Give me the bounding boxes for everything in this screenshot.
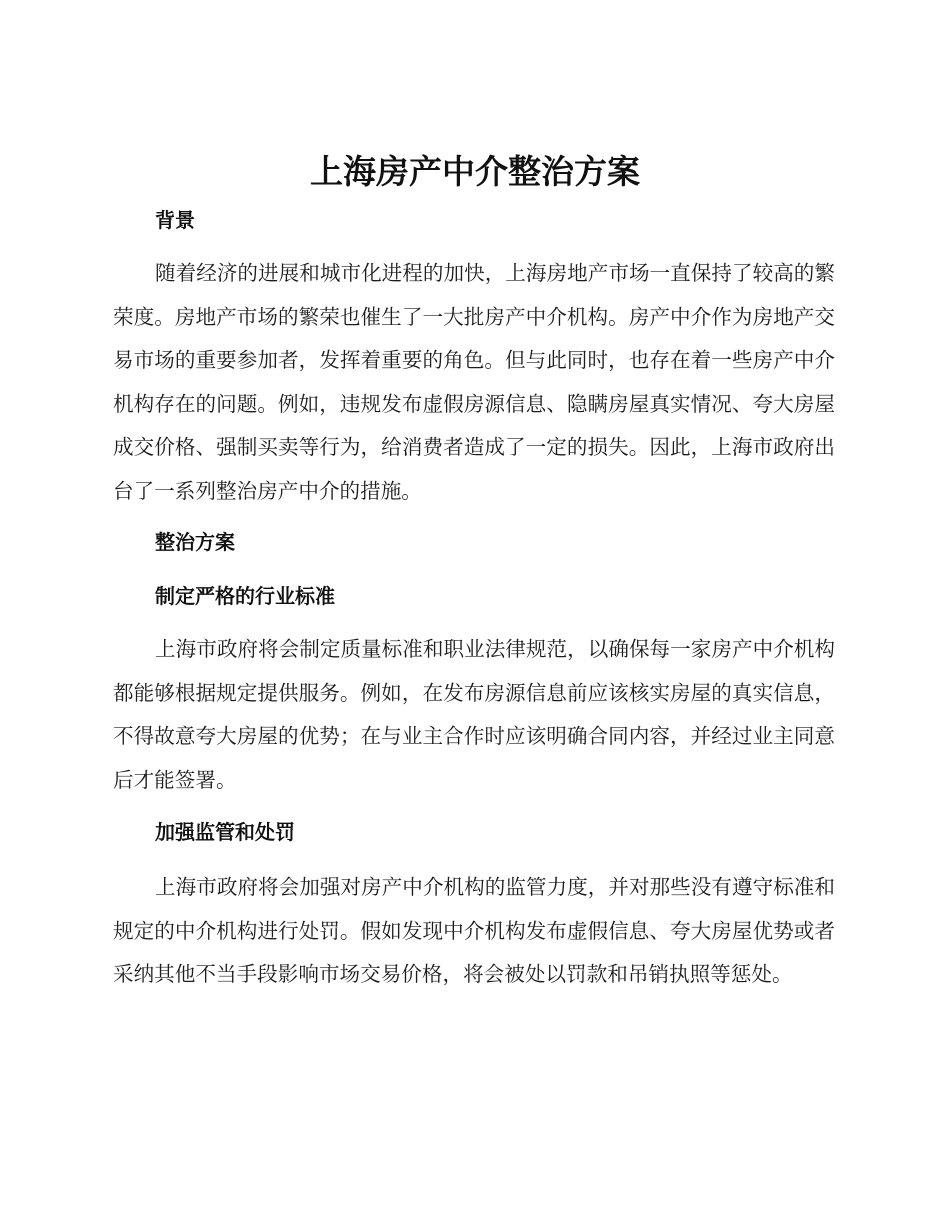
section-heading-supervision: 加强监管和处罚 — [155, 820, 295, 844]
paragraph-background: 随着经济的进展和城市化进程的加快，上海房地产市场一直保持了较高的繁荣度。房地产市场的繁荣也催生了一大批房产中介机构。房产中介作为房地产交易市场的重要参加者，发挥着重要的角色。但与此同时，也存在着一些房产中介机构存在的问题。例如，违规发布虚假房源信息、隐瞒房屋真实情况、夸大房屋成交价格、强制买卖等行为，给消费者造成了一定的损失。因此，上海市政府出台了一系列整治房产中介的措施。 — [113, 261, 835, 503]
section-heading-standards: 制定严格的行业标准 — [155, 584, 335, 608]
paragraph-supervision: 上海市政府将会加强对房产中介机构的监管力度，并对那些没有遵守标准和规定的中介机构进行处罚。假如发现中介机构发布虚假信息、夸大房屋优势或者采纳其他不当手段影响市场交易价格，将会被处以罚款和吊销执照等惩处。 — [113, 875, 835, 986]
section-heading-background: 背景 — [155, 208, 195, 232]
section-heading-plan: 整治方案 — [155, 530, 235, 554]
paragraph-standards: 上海市政府将会制定质量标准和职业法律规范，以确保每一家房产中介机构都能够根据规定提供服务。例如，在发布房源信息前应该核实房屋的真实信息，不得故意夸大房屋的优势；在与业主合作时应该明确合同内容，并经过业主同意后才能签署。 — [113, 637, 835, 792]
document-title: 上海房产中介整治方案 — [310, 152, 640, 191]
